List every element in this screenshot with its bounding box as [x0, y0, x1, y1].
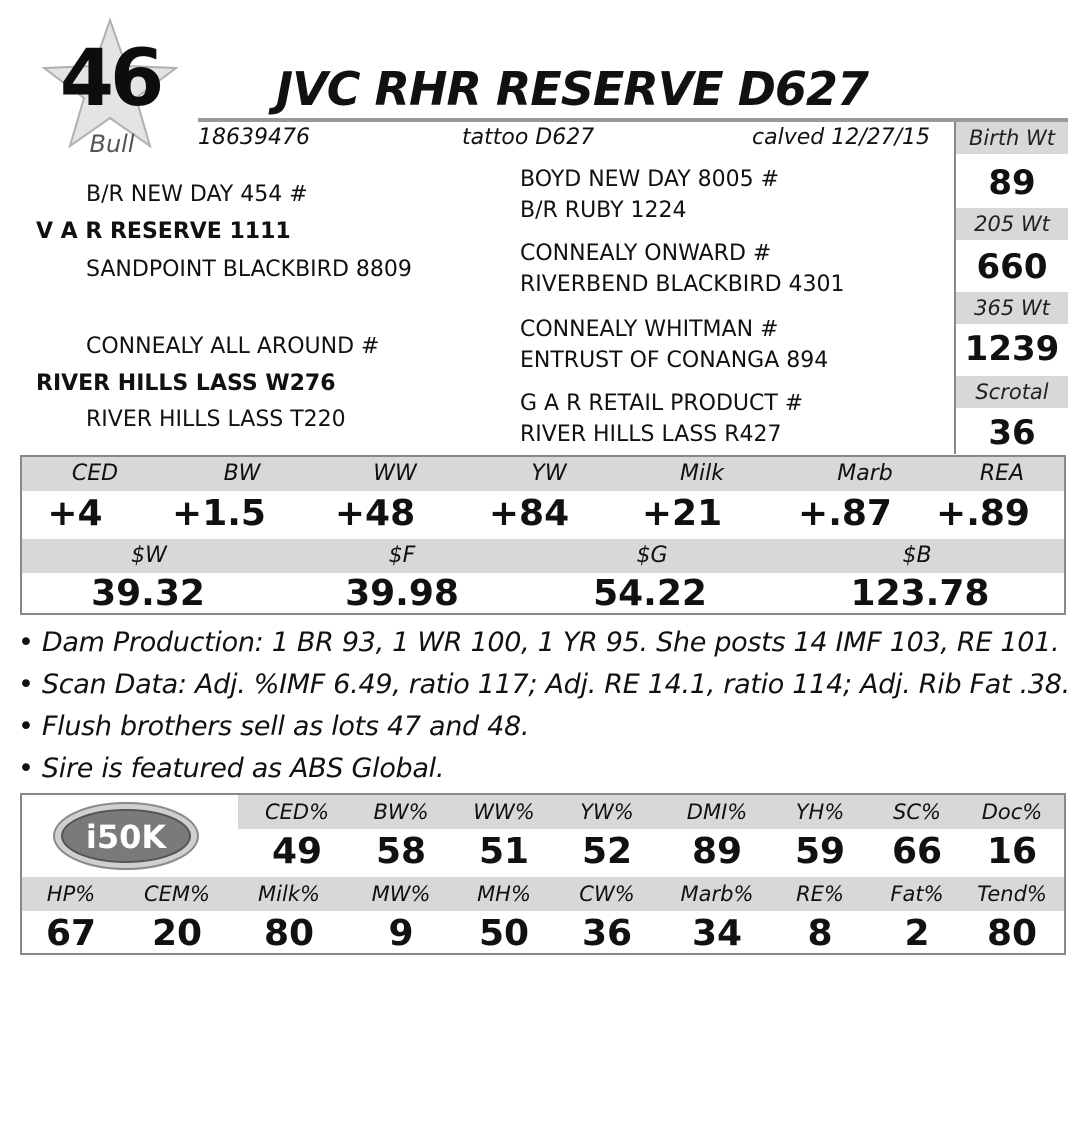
- birth-weight-value: 89: [988, 163, 1036, 203]
- epd-value-marb: +.87: [798, 493, 892, 534]
- sire: V A R RESERVE 1111: [36, 219, 291, 244]
- g-label-mh: MH%: [477, 882, 531, 906]
- g-label-mw: MW%: [371, 882, 431, 906]
- notes-list: [18, 622, 1078, 790]
- note-item: • Scan Data: Adj. %IMF 6.49, ratio 117; Adj. RE 14.1, ratio 114; Adj. Rib Fat .38.: [18, 669, 1070, 700]
- dam-dam: RIVER HILLS LASS T220: [86, 407, 346, 432]
- g-label-marb: Marb%: [680, 882, 754, 906]
- g-value-yh: 59: [794, 831, 846, 872]
- g-label-ced: CED%: [264, 800, 330, 824]
- g-value-mw: 9: [388, 913, 414, 954]
- g-value-sc: 66: [891, 831, 943, 872]
- epd-value-ced: +4: [47, 493, 103, 534]
- weaning-weight-label: 205 Wt: [956, 208, 1068, 240]
- g-label-cw: CW%: [579, 882, 635, 906]
- sire-dam: SANDPOINT BLACKBIRD 8809: [86, 257, 412, 282]
- epd-label-ww: WW: [373, 461, 417, 486]
- weights-panel: [954, 122, 1068, 454]
- genomics-table: [20, 793, 1066, 955]
- index-value-b: 123.78: [850, 573, 990, 614]
- animal-name: JVC RHR RESERVE D627: [276, 62, 868, 116]
- epd-label-rea: REA: [979, 461, 1025, 486]
- sire-dam-dam: RIVERBEND BLACKBIRD 4301: [520, 272, 845, 297]
- calved-date: calved 12/27/15: [752, 125, 931, 150]
- epd-label-marb: Marb: [837, 461, 893, 486]
- g-value-cem: 20: [151, 913, 203, 954]
- lot-number: 46: [59, 34, 161, 124]
- dam-dam-sire: G A R RETAIL PRODUCT #: [520, 391, 804, 416]
- index-label-w: $W: [131, 543, 167, 568]
- sire-dam-sire: CONNEALY ONWARD #: [520, 241, 772, 266]
- epd-label-milk: Milk: [680, 461, 724, 486]
- sire-sire-dam: B/R RUBY 1224: [520, 198, 687, 223]
- g-value-ww: 51: [478, 831, 530, 872]
- g-label-dmi: DMI%: [686, 800, 748, 824]
- epd-value-yw: +84: [488, 493, 570, 534]
- epd-value-rea: +.89: [936, 493, 1030, 534]
- index-label-f: $F: [388, 543, 416, 568]
- scrotal-value: 36: [988, 413, 1036, 453]
- g-label-fat: Fat%: [890, 882, 944, 906]
- dam: RIVER HILLS LASS W276: [36, 371, 336, 396]
- dam-dam-dam: RIVER HILLS LASS R427: [520, 422, 782, 447]
- epd-value-bw: +1.5: [172, 493, 266, 534]
- registration-number: 18639476: [198, 125, 310, 150]
- g-value-hp: 67: [45, 913, 97, 954]
- g-value-tend: 80: [986, 913, 1038, 954]
- epd-value-ww: +48: [334, 493, 416, 534]
- index-label-b: $B: [902, 543, 932, 568]
- i50k-logo: [52, 801, 200, 871]
- tattoo: tattoo D627: [462, 125, 595, 150]
- scrotal-label: Scrotal: [956, 376, 1068, 408]
- dam-sire-sire: CONNEALY WHITMAN #: [520, 317, 779, 342]
- g-value-milk: 80: [263, 913, 315, 954]
- g-label-sc: SC%: [893, 800, 941, 824]
- dam-sire-dam: ENTRUST OF CONANGA 894: [520, 348, 829, 373]
- note-item: • Dam Production: 1 BR 93, 1 WR 100, 1 YR 95. She posts 14 IMF 103, RE 101.: [18, 627, 1060, 658]
- g-label-bw: BW%: [373, 800, 429, 824]
- g-label-tend: Tend%: [977, 882, 1047, 906]
- epd-label-yw: YW: [531, 461, 567, 486]
- g-value-mh: 50: [478, 913, 530, 954]
- g-value-re: 8: [807, 913, 833, 954]
- yearling-weight-value: 1239: [964, 329, 1060, 369]
- lot-type: Bull: [89, 130, 135, 158]
- title-divider: [198, 118, 1068, 122]
- note-item: • Sire is featured as ABS Global.: [18, 753, 445, 784]
- g-label-hp: HP%: [46, 882, 96, 906]
- g-label-yh: YH%: [795, 800, 845, 824]
- g-value-bw: 58: [375, 831, 427, 872]
- g-label-yw: YW%: [580, 800, 634, 824]
- g-value-doc: 16: [986, 831, 1038, 872]
- g-value-dmi: 89: [691, 831, 743, 872]
- sire-sire: B/R NEW DAY 454 #: [86, 182, 308, 207]
- g-label-milk: Milk%: [258, 882, 320, 906]
- g-value-yw: 52: [581, 831, 633, 872]
- index-value-w: 39.32: [91, 573, 205, 614]
- g-label-ww: WW%: [473, 800, 535, 824]
- g-value-ced: 49: [271, 831, 323, 872]
- g-value-fat: 2: [904, 913, 930, 954]
- epd-table: [20, 455, 1066, 615]
- svg-text:i50K: i50K: [85, 818, 167, 856]
- index-value-f: 39.98: [345, 573, 459, 614]
- epd-label-bw: BW: [223, 461, 261, 486]
- note-item: • Flush brothers sell as lots 47 and 48.: [18, 711, 530, 742]
- g-value-cw: 36: [581, 913, 633, 954]
- g-value-marb: 34: [691, 913, 743, 954]
- yearling-weight-label: 365 Wt: [956, 292, 1068, 324]
- index-value-g: 54.22: [593, 573, 707, 614]
- weaning-weight-value: 660: [976, 247, 1048, 287]
- g-label-cem: CEM%: [143, 882, 210, 906]
- birth-weight-label: Birth Wt: [956, 122, 1068, 154]
- index-label-g: $G: [636, 543, 668, 568]
- g-label-re: RE%: [796, 882, 844, 906]
- g-label-doc: Doc%: [981, 800, 1043, 824]
- epd-value-milk: +21: [641, 493, 723, 534]
- dam-sire: CONNEALY ALL AROUND #: [86, 334, 380, 359]
- sire-sire-sire: BOYD NEW DAY 8005 #: [520, 167, 780, 192]
- epd-label-ced: CED: [71, 461, 119, 486]
